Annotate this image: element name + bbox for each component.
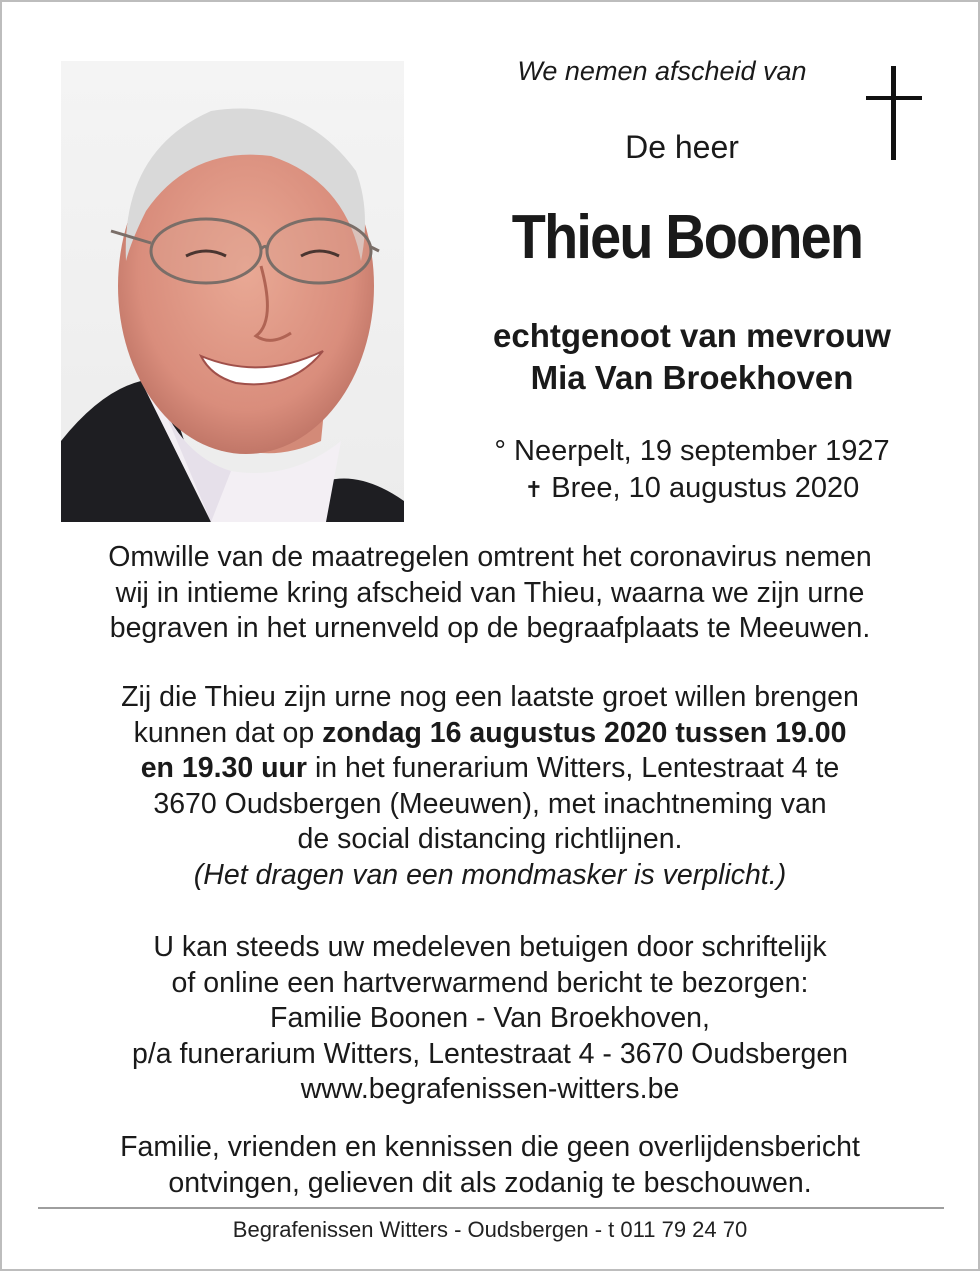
paragraph-line: en 19.30 uur in het funerarium Witters, Lentestraat 4 te [140, 752, 840, 784]
spouse-name: Mia Van Broekhoven [530, 359, 854, 396]
paragraph-line: wij in intieme kring afscheid van Thieu, waarna we zijn urne [115, 576, 865, 609]
paragraph-line: ontvingen, gelieven dit als zodanig te beschouwen. [168, 1166, 812, 1199]
paragraph-notice [42, 1130, 938, 1201]
paragraph-line: Familie, vrienden en kennissen die geen overlijdensbericht [120, 1131, 860, 1163]
death-date: ✝ Bree, 10 augustus 2020 [524, 472, 860, 504]
birth-date: ° Neerpelt, 19 september 1927 [494, 435, 890, 467]
visitation-date: zondag 16 augustus 2020 tussen 19.00 [322, 716, 847, 749]
salutation: De heer [625, 129, 739, 165]
paragraph-line: kunnen dat op zondag 16 augustus 2020 tussen 19.00 [133, 716, 847, 749]
paragraph-ceremony [42, 540, 938, 647]
death-symbol: ✝ [524, 477, 544, 502]
paragraph-line: de social distancing richtlijnen. [297, 823, 683, 855]
visitation-time: en 19.30 uur [140, 752, 308, 784]
birth-symbol: ° [494, 435, 506, 467]
family-name: Familie Boonen - Van Broekhoven, [270, 1002, 710, 1034]
funeral-home-address: p/a funerarium Witters, Lentestraat 4 - 3670 Oudsbergen [131, 1037, 849, 1070]
paragraph-line: of online een hartverwarmend bericht te bezorgen: [171, 966, 809, 999]
divider [38, 1207, 944, 1209]
paragraph-line: 3670 Oudsbergen (Meeuwen), met inachtneming van [153, 787, 827, 820]
deceased-name: Thieu Boonen [511, 203, 863, 272]
spouse-block [422, 315, 962, 399]
paragraph-visitation [42, 680, 938, 893]
paragraph-condolences [42, 930, 938, 1108]
paragraph-line: Zij die Thieu zijn urne nog een laatste groet willen brengen [121, 681, 859, 713]
portrait-photo [61, 61, 404, 522]
website-link[interactable]: www.begrafenissen-witters.be [300, 1073, 680, 1105]
intro-text: We nemen afscheid van [517, 56, 807, 86]
footer-text: Begrafenissen Witters - Oudsbergen - t 011 79 24 70 [232, 1217, 748, 1242]
life-dates [422, 433, 962, 508]
paragraph-line: Omwille van de maatregelen omtrent het coronavirus nemen [108, 541, 872, 573]
spouse-line-1: echtgenoot van mevrouw [493, 317, 891, 354]
mask-notice: (Het dragen van een mondmasker is verplicht.) [193, 858, 787, 891]
paragraph-line: begraven in het urnenveld op de begraafplaats te Meeuwen. [109, 612, 871, 644]
portrait-illustration [61, 61, 404, 522]
paragraph-line: U kan steeds uw medeleven betuigen door schriftelijk [153, 931, 827, 963]
